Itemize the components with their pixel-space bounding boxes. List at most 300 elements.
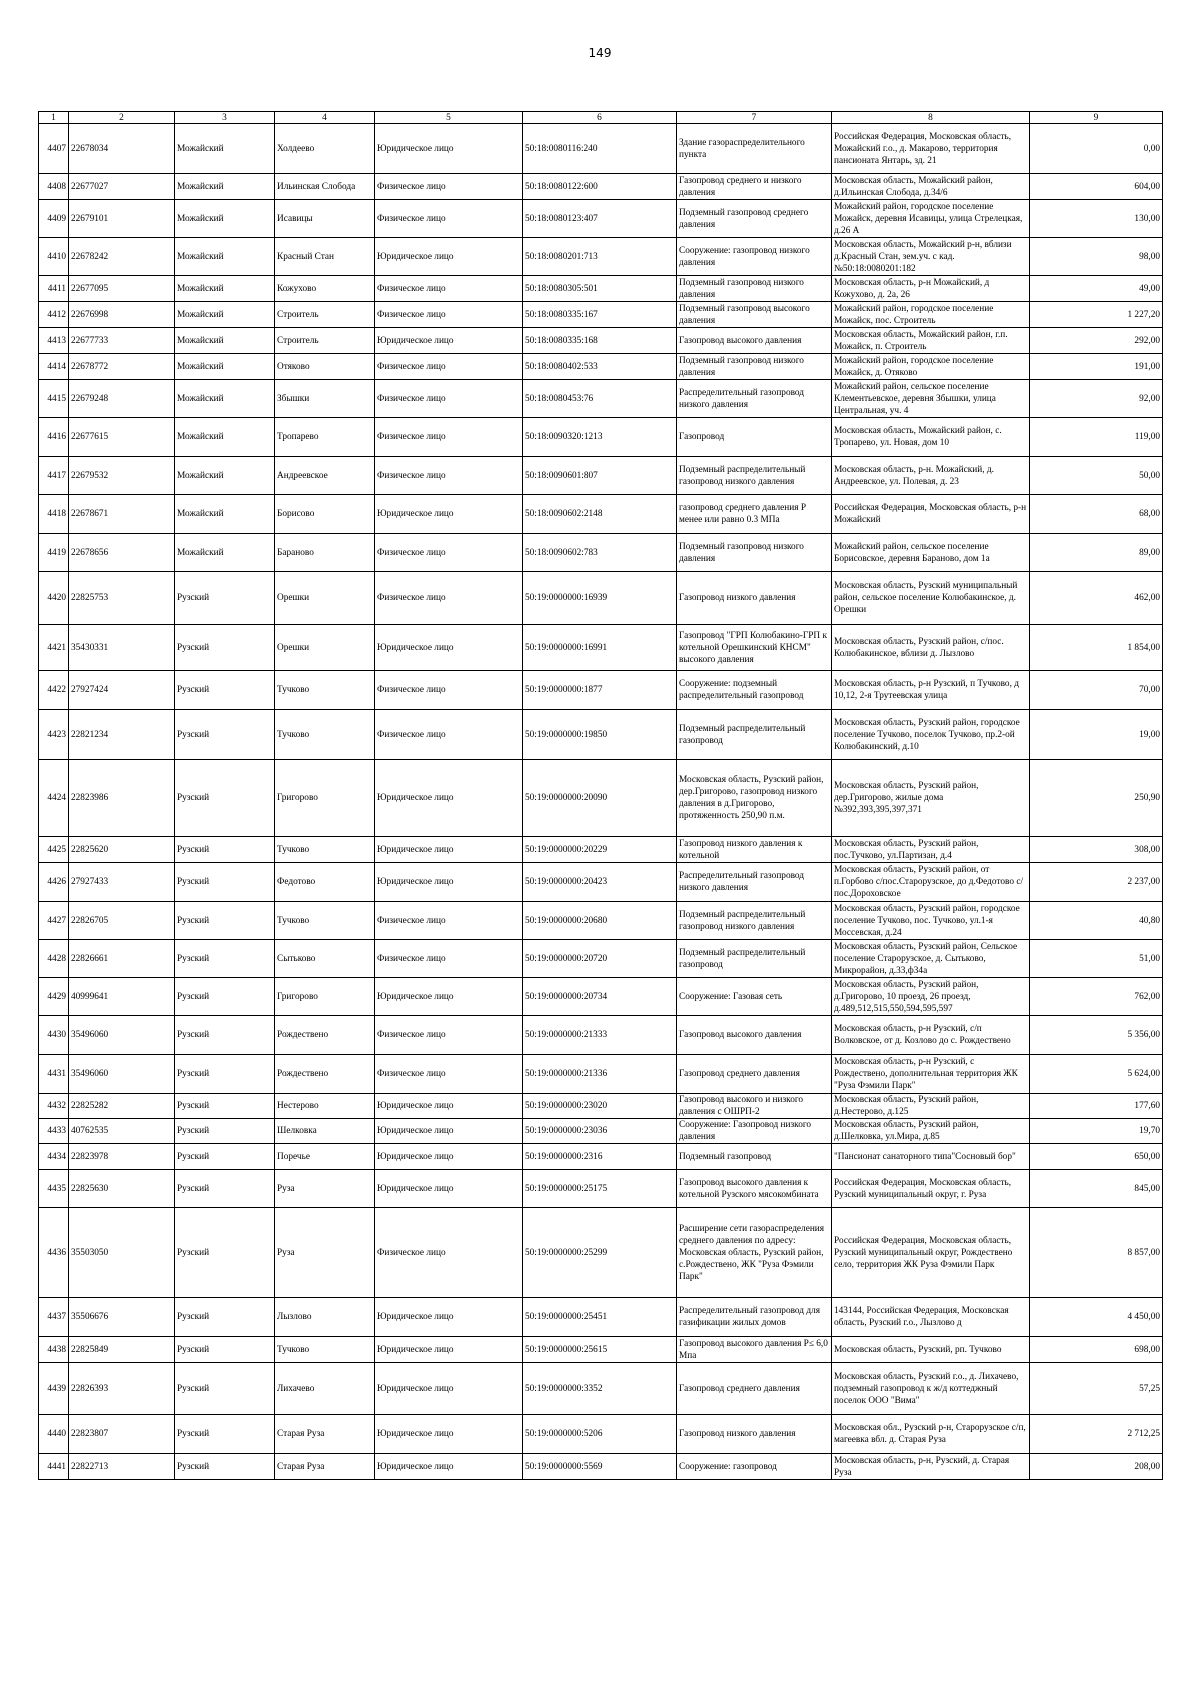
cell-cadastral-number: 50:18:0090320:1213 bbox=[523, 418, 677, 457]
cell-object-name: Сооружение: Газопровод низкого давления bbox=[677, 1119, 832, 1144]
cell-settlement: Лихачево bbox=[275, 1363, 375, 1415]
cell-district: Рузский bbox=[175, 978, 275, 1016]
cell-length-value: 462,00 bbox=[1030, 572, 1163, 625]
cell-row-number: 4431 bbox=[39, 1055, 69, 1094]
cell-length-value: 51,00 bbox=[1030, 940, 1163, 978]
cell-district: Можайский bbox=[175, 380, 275, 418]
cell-cadastral-number: 50:19:0000000:3352 bbox=[523, 1363, 677, 1415]
cell-cadastral-number: 50:19:0000000:5569 bbox=[523, 1454, 677, 1480]
cell-object-id: 22679248 bbox=[69, 380, 175, 418]
cell-length-value: 50,00 bbox=[1030, 457, 1163, 495]
cell-object-id: 22826705 bbox=[69, 902, 175, 940]
table-row bbox=[39, 625, 1163, 671]
cell-row-number: 4429 bbox=[39, 978, 69, 1016]
cell-address: Московская область, Рузский район, д.Шелковка, ул.Мира, д.85 bbox=[832, 1119, 1030, 1144]
cell-length-value: 68,00 bbox=[1030, 495, 1163, 534]
cell-cadastral-number: 50:19:0000000:23020 bbox=[523, 1094, 677, 1119]
cell-cadastral-number: 50:18:0090602:2148 bbox=[523, 495, 677, 534]
cell-owner-type: Юридическое лицо bbox=[375, 1363, 523, 1415]
cell-object-name: Распределительный газопровод низкого давления bbox=[677, 380, 832, 418]
cell-settlement: Збышки bbox=[275, 380, 375, 418]
cell-address: Московская область, р-н Рузский, с Рождествено, дополнительная территория ЖК "Руза Фэмили Парк" bbox=[832, 1055, 1030, 1094]
cell-address: Можайский район, городское поселение Можайск, пос. Строитель bbox=[832, 302, 1030, 328]
cell-cadastral-number: 50:18:0080122:600 bbox=[523, 174, 677, 200]
cell-cadastral-number: 50:18:0080335:168 bbox=[523, 328, 677, 354]
cell-cadastral-number: 50:19:0000000:5206 bbox=[523, 1415, 677, 1454]
cell-row-number: 4418 bbox=[39, 495, 69, 534]
cell-owner-type: Юридическое лицо bbox=[375, 837, 523, 863]
cell-address: Московская область, Можайский район, д.Ильинская Слобода, д.34/6 bbox=[832, 174, 1030, 200]
cell-length-value: 5 356,00 bbox=[1030, 1016, 1163, 1055]
cell-object-name: Газопровод высокого давления bbox=[677, 328, 832, 354]
cell-owner-type: Физическое лицо bbox=[375, 1208, 523, 1298]
cell-address: Московская область, Рузский район, дер.Григорово, жилые дома №392,393,395,397,371 bbox=[832, 760, 1030, 837]
cell-length-value: 4 450,00 bbox=[1030, 1298, 1163, 1337]
cell-object-name: Подземный распределительный газопровод bbox=[677, 940, 832, 978]
cell-row-number: 4414 bbox=[39, 354, 69, 380]
cell-length-value: 2 712,25 bbox=[1030, 1415, 1163, 1454]
table-row bbox=[39, 380, 1163, 418]
cell-owner-type: Физическое лицо bbox=[375, 940, 523, 978]
cell-length-value: 0,00 bbox=[1030, 124, 1163, 174]
cell-owner-type: Юридическое лицо bbox=[375, 1094, 523, 1119]
cell-length-value: 191,00 bbox=[1030, 354, 1163, 380]
cell-object-name: Расширение сети газораспределения среднего давления по адресу: Московская область, Рузский район, с.Рождествено, ЖК "Руза Фэмили Парк" bbox=[677, 1208, 832, 1298]
cell-district: Рузский bbox=[175, 863, 275, 902]
cell-length-value: 98,00 bbox=[1030, 238, 1163, 276]
cell-row-number: 4432 bbox=[39, 1094, 69, 1119]
cell-object-name: Здание газораспределительного пункта bbox=[677, 124, 832, 174]
cell-owner-type: Юридическое лицо bbox=[375, 328, 523, 354]
cell-row-number: 4425 bbox=[39, 837, 69, 863]
cell-object-id: 22822713 bbox=[69, 1454, 175, 1480]
cell-settlement: Руза bbox=[275, 1208, 375, 1298]
cell-owner-type: Физическое лицо bbox=[375, 710, 523, 760]
cell-cadastral-number: 50:18:0080305:501 bbox=[523, 276, 677, 302]
cell-address: Московская область, Можайский район, г.п. Можайск, п. Строитель bbox=[832, 328, 1030, 354]
cell-object-name: Сооружение: Газовая сеть bbox=[677, 978, 832, 1016]
cell-row-number: 4417 bbox=[39, 457, 69, 495]
cell-row-number: 4420 bbox=[39, 572, 69, 625]
cell-district: Рузский bbox=[175, 671, 275, 710]
cell-address: Московская область, Рузский г.о., д. Лихачево, подземный газопровод к ж/д коттеджный поселок ООО "Вима" bbox=[832, 1363, 1030, 1415]
cell-object-name: Подземный газопровод высокого давления bbox=[677, 302, 832, 328]
cell-object-name: Газопровод "ГРП Колюбакино-ГРП к котельной Орешкинский КНСМ" высокого давления bbox=[677, 625, 832, 671]
cell-object-name: Сооружение: подземный распределительный газопровод bbox=[677, 671, 832, 710]
registry-table-wrapper bbox=[38, 111, 1162, 1480]
cell-district: Рузский bbox=[175, 1144, 275, 1170]
cell-length-value: 845,00 bbox=[1030, 1170, 1163, 1208]
cell-owner-type: Юридическое лицо bbox=[375, 124, 523, 174]
cell-row-number: 4407 bbox=[39, 124, 69, 174]
cell-settlement: Рождествено bbox=[275, 1055, 375, 1094]
cell-row-number: 4426 bbox=[39, 863, 69, 902]
cell-row-number: 4427 bbox=[39, 902, 69, 940]
cell-object-name: Газопровод высокого и низкого давления с ОШРП-2 bbox=[677, 1094, 832, 1119]
cell-district: Рузский bbox=[175, 572, 275, 625]
cell-length-value: 1 227,20 bbox=[1030, 302, 1163, 328]
table-row bbox=[39, 1415, 1163, 1454]
cell-length-value: 292,00 bbox=[1030, 328, 1163, 354]
cell-object-name: газопровод среднего давления Р менее или равно 0.3 МПа bbox=[677, 495, 832, 534]
cell-settlement: Орешки bbox=[275, 625, 375, 671]
cell-object-name: Распределительный газопровод для газификации жилых домов bbox=[677, 1298, 832, 1337]
cell-cadastral-number: 50:19:0000000:16939 bbox=[523, 572, 677, 625]
cell-district: Можайский bbox=[175, 495, 275, 534]
cell-owner-type: Физическое лицо bbox=[375, 671, 523, 710]
cell-row-number: 4412 bbox=[39, 302, 69, 328]
cell-cadastral-number: 50:18:0080402:533 bbox=[523, 354, 677, 380]
cell-object-name: Подземный газопровод низкого давления bbox=[677, 354, 832, 380]
cell-object-name: Подземный газопровод среднего давления bbox=[677, 200, 832, 238]
cell-cadastral-number: 50:19:0000000:2316 bbox=[523, 1144, 677, 1170]
cell-owner-type: Юридическое лицо bbox=[375, 863, 523, 902]
cell-address: Московская область, р-н Рузский, с/п Волковское, от д. Козлово до с. Рождествено bbox=[832, 1016, 1030, 1055]
cell-owner-type: Физическое лицо bbox=[375, 902, 523, 940]
cell-length-value: 8 857,00 bbox=[1030, 1208, 1163, 1298]
cell-row-number: 4441 bbox=[39, 1454, 69, 1480]
cell-cadastral-number: 50:19:0000000:20423 bbox=[523, 863, 677, 902]
header-row bbox=[39, 112, 1163, 124]
cell-length-value: 57,25 bbox=[1030, 1363, 1163, 1415]
table-row bbox=[39, 328, 1163, 354]
cell-settlement: Бараново bbox=[275, 534, 375, 572]
cell-owner-type: Юридическое лицо bbox=[375, 625, 523, 671]
cell-object-name: Газопровод среднего давления bbox=[677, 1055, 832, 1094]
cell-owner-type: Юридическое лицо bbox=[375, 1415, 523, 1454]
cell-address: Московская область, р-н Можайский, д Кожухово, д. 2а, 26 bbox=[832, 276, 1030, 302]
cell-row-number: 4424 bbox=[39, 760, 69, 837]
column-header-3: 3 bbox=[175, 112, 275, 124]
cell-object-name: Газопровод высокого давления к котельной Рузского мясокомбината bbox=[677, 1170, 832, 1208]
table-row bbox=[39, 354, 1163, 380]
cell-district: Можайский bbox=[175, 354, 275, 380]
cell-settlement: Старая Руза bbox=[275, 1415, 375, 1454]
cell-owner-type: Физическое лицо bbox=[375, 572, 523, 625]
cell-district: Можайский bbox=[175, 328, 275, 354]
table-row bbox=[39, 940, 1163, 978]
cell-settlement: Рождествено bbox=[275, 1016, 375, 1055]
cell-district: Рузский bbox=[175, 1337, 275, 1363]
cell-object-id: 35496060 bbox=[69, 1055, 175, 1094]
cell-district: Рузский bbox=[175, 1415, 275, 1454]
cell-district: Можайский bbox=[175, 124, 275, 174]
cell-address: Московская обл., Рузский р-н, Старорузское с/п, магеевка вбл. д. Старая Руза bbox=[832, 1415, 1030, 1454]
table-row bbox=[39, 276, 1163, 302]
cell-length-value: 308,00 bbox=[1030, 837, 1163, 863]
table-row bbox=[39, 124, 1163, 174]
table-row bbox=[39, 1119, 1163, 1144]
cell-settlement: Кожухово bbox=[275, 276, 375, 302]
cell-address: Можайский район, сельское поселение Борисовское, деревня Бараново, дом 1а bbox=[832, 534, 1030, 572]
cell-object-id: 22678242 bbox=[69, 238, 175, 276]
cell-settlement: Орешки bbox=[275, 572, 375, 625]
cell-object-name: Газопровод высокого давления Р≤ 6,0 Мпа bbox=[677, 1337, 832, 1363]
cell-district: Можайский bbox=[175, 457, 275, 495]
cell-object-id: 22821234 bbox=[69, 710, 175, 760]
cell-cadastral-number: 50:19:0000000:20734 bbox=[523, 978, 677, 1016]
cell-cadastral-number: 50:19:0000000:20090 bbox=[523, 760, 677, 837]
registry-table bbox=[38, 111, 1163, 1480]
cell-row-number: 4423 bbox=[39, 710, 69, 760]
cell-district: Рузский bbox=[175, 1016, 275, 1055]
column-header-4: 4 bbox=[275, 112, 375, 124]
table-row bbox=[39, 1144, 1163, 1170]
cell-address: Московская область, Рузский район, с/пос. Колюбакинское, вблизи д. Лызлово bbox=[832, 625, 1030, 671]
cell-address: Российская Федерация, Московская область, Можайский г.о., д. Макарово, территория пансионата Янтарь, зд. 21 bbox=[832, 124, 1030, 174]
cell-address: Московская область, р-н. Можайский, д. Андреевское, ул. Полевая, д. 23 bbox=[832, 457, 1030, 495]
cell-settlement: Строитель bbox=[275, 328, 375, 354]
cell-address: Московская область, Рузский муниципальный район, сельское поселение Колюбакинское, д. Орешки bbox=[832, 572, 1030, 625]
cell-address: Российская Федерация, Московская область, Рузский муниципальный округ, г. Руза bbox=[832, 1170, 1030, 1208]
cell-settlement: Григорово bbox=[275, 760, 375, 837]
cell-object-id: 22825630 bbox=[69, 1170, 175, 1208]
cell-object-id: 22823986 bbox=[69, 760, 175, 837]
cell-settlement: Тучково bbox=[275, 671, 375, 710]
column-header-6: 6 bbox=[523, 112, 677, 124]
cell-length-value: 698,00 bbox=[1030, 1337, 1163, 1363]
table-row bbox=[39, 863, 1163, 902]
cell-object-id: 35506676 bbox=[69, 1298, 175, 1337]
cell-object-name: Подземный газопровод низкого давления bbox=[677, 534, 832, 572]
cell-address: "Пансионат санаторного типа"Сосновый бор" bbox=[832, 1144, 1030, 1170]
cell-row-number: 4430 bbox=[39, 1016, 69, 1055]
cell-district: Рузский bbox=[175, 1454, 275, 1480]
cell-length-value: 762,00 bbox=[1030, 978, 1163, 1016]
cell-row-number: 4436 bbox=[39, 1208, 69, 1298]
cell-object-name: Газопровод bbox=[677, 418, 832, 457]
cell-object-id: 22679532 bbox=[69, 457, 175, 495]
cell-district: Рузский bbox=[175, 902, 275, 940]
cell-settlement: Сытьково bbox=[275, 940, 375, 978]
cell-settlement: Лызлово bbox=[275, 1298, 375, 1337]
cell-object-id: 22677733 bbox=[69, 328, 175, 354]
cell-settlement: Тропарево bbox=[275, 418, 375, 457]
cell-settlement: Андреевское bbox=[275, 457, 375, 495]
cell-cadastral-number: 50:18:0080123:407 bbox=[523, 200, 677, 238]
cell-length-value: 604,00 bbox=[1030, 174, 1163, 200]
cell-district: Можайский bbox=[175, 238, 275, 276]
cell-length-value: 40,80 bbox=[1030, 902, 1163, 940]
cell-owner-type: Юридическое лицо bbox=[375, 978, 523, 1016]
cell-length-value: 70,00 bbox=[1030, 671, 1163, 710]
cell-district: Рузский bbox=[175, 1363, 275, 1415]
cell-length-value: 177,60 bbox=[1030, 1094, 1163, 1119]
cell-row-number: 4439 bbox=[39, 1363, 69, 1415]
cell-cadastral-number: 50:19:0000000:1877 bbox=[523, 671, 677, 710]
cell-object-name: Подземный распределительный газопровод bbox=[677, 710, 832, 760]
table-row bbox=[39, 1454, 1163, 1480]
cell-address: Можайский район, городское поселение Можайск, д. Отяково bbox=[832, 354, 1030, 380]
cell-cadastral-number: 50:18:0090602:783 bbox=[523, 534, 677, 572]
cell-owner-type: Физическое лицо bbox=[375, 380, 523, 418]
cell-district: Рузский bbox=[175, 1298, 275, 1337]
cell-owner-type: Юридическое лицо bbox=[375, 1298, 523, 1337]
cell-length-value: 119,00 bbox=[1030, 418, 1163, 457]
cell-row-number: 4434 bbox=[39, 1144, 69, 1170]
table-row bbox=[39, 1094, 1163, 1119]
cell-district: Рузский bbox=[175, 1170, 275, 1208]
cell-district: Можайский bbox=[175, 302, 275, 328]
cell-owner-type: Юридическое лицо bbox=[375, 1337, 523, 1363]
cell-object-id: 22825620 bbox=[69, 837, 175, 863]
cell-settlement: Поречье bbox=[275, 1144, 375, 1170]
cell-object-id: 22678671 bbox=[69, 495, 175, 534]
cell-object-name: Распределительный газопровод низкого давления bbox=[677, 863, 832, 902]
cell-object-id: 22825849 bbox=[69, 1337, 175, 1363]
cell-object-id: 40999641 bbox=[69, 978, 175, 1016]
table-row bbox=[39, 200, 1163, 238]
table-row bbox=[39, 710, 1163, 760]
cell-cadastral-number: 50:19:0000000:20680 bbox=[523, 902, 677, 940]
cell-district: Рузский bbox=[175, 625, 275, 671]
cell-length-value: 650,00 bbox=[1030, 1144, 1163, 1170]
cell-object-id: 40762535 bbox=[69, 1119, 175, 1144]
cell-object-name: Газопровод низкого давления bbox=[677, 1415, 832, 1454]
cell-cadastral-number: 50:19:0000000:23036 bbox=[523, 1119, 677, 1144]
cell-cadastral-number: 50:19:0000000:16991 bbox=[523, 625, 677, 671]
cell-row-number: 4416 bbox=[39, 418, 69, 457]
cell-object-name: Газопровод среднего давления bbox=[677, 1363, 832, 1415]
cell-row-number: 4415 bbox=[39, 380, 69, 418]
cell-row-number: 4440 bbox=[39, 1415, 69, 1454]
cell-length-value: 250,90 bbox=[1030, 760, 1163, 837]
cell-settlement: Отяково bbox=[275, 354, 375, 380]
cell-row-number: 4411 bbox=[39, 276, 69, 302]
cell-address: Московская область, р-н, Рузский, д. Старая Руза bbox=[832, 1454, 1030, 1480]
cell-row-number: 4421 bbox=[39, 625, 69, 671]
cell-settlement: Борисово bbox=[275, 495, 375, 534]
cell-settlement: Старая Руза bbox=[275, 1454, 375, 1480]
cell-owner-type: Физическое лицо bbox=[375, 276, 523, 302]
page-number: 149 bbox=[588, 46, 612, 60]
cell-settlement: Шелковка bbox=[275, 1119, 375, 1144]
cell-district: Можайский bbox=[175, 276, 275, 302]
cell-cadastral-number: 50:18:0080116:240 bbox=[523, 124, 677, 174]
cell-owner-type: Физическое лицо bbox=[375, 457, 523, 495]
cell-address: Можайский район, сельское поселение Клементьевское, деревня Збышки, улица Центральная, уч. 4 bbox=[832, 380, 1030, 418]
table-row bbox=[39, 978, 1163, 1016]
cell-cadastral-number: 50:19:0000000:25615 bbox=[523, 1337, 677, 1363]
cell-object-id: 22676998 bbox=[69, 302, 175, 328]
cell-owner-type: Физическое лицо bbox=[375, 534, 523, 572]
cell-settlement: Федотово bbox=[275, 863, 375, 902]
cell-row-number: 4433 bbox=[39, 1119, 69, 1144]
cell-district: Рузский bbox=[175, 1208, 275, 1298]
cell-object-id: 22825282 bbox=[69, 1094, 175, 1119]
cell-district: Рузский bbox=[175, 837, 275, 863]
cell-owner-type: Физическое лицо bbox=[375, 354, 523, 380]
column-header-1: 1 bbox=[39, 112, 69, 124]
cell-address: Московская область, Можайский район, с. Тропарево, ул. Новая, дом 10 bbox=[832, 418, 1030, 457]
cell-row-number: 4413 bbox=[39, 328, 69, 354]
cell-row-number: 4409 bbox=[39, 200, 69, 238]
table-row bbox=[39, 238, 1163, 276]
cell-cadastral-number: 50:19:0000000:21333 bbox=[523, 1016, 677, 1055]
table-row bbox=[39, 418, 1163, 457]
cell-address: Московская область, Можайский р-н, вблизи д.Красный Стан, зем.уч. с кад.№50:18:0080201:182 bbox=[832, 238, 1030, 276]
cell-length-value: 130,00 bbox=[1030, 200, 1163, 238]
cell-object-id: 22678656 bbox=[69, 534, 175, 572]
cell-owner-type: Юридическое лицо bbox=[375, 1119, 523, 1144]
cell-row-number: 4437 bbox=[39, 1298, 69, 1337]
cell-address: 143144, Российская Федерация, Московская область, Рузский г.о., Лызлово д bbox=[832, 1298, 1030, 1337]
cell-cadastral-number: 50:19:0000000:25175 bbox=[523, 1170, 677, 1208]
cell-cadastral-number: 50:19:0000000:25299 bbox=[523, 1208, 677, 1298]
cell-object-id: 35503050 bbox=[69, 1208, 175, 1298]
cell-owner-type: Физическое лицо bbox=[375, 418, 523, 457]
cell-address: Московская область, Рузский район, Сельское поселение Старорузское, д. Сытьково, Микрорайон, д.33,ф34а bbox=[832, 940, 1030, 978]
cell-object-id: 22677027 bbox=[69, 174, 175, 200]
cell-settlement: Руза bbox=[275, 1170, 375, 1208]
cell-address: Московская область, Рузский район, городское поселение Тучково, пос. Тучково, ул.1-я Моссевская, д.24 bbox=[832, 902, 1030, 940]
column-header-8: 8 bbox=[832, 112, 1030, 124]
cell-district: Можайский bbox=[175, 200, 275, 238]
cell-district: Рузский bbox=[175, 1094, 275, 1119]
cell-settlement: Красный Стан bbox=[275, 238, 375, 276]
cell-cadastral-number: 50:19:0000000:21336 bbox=[523, 1055, 677, 1094]
cell-object-id: 22678034 bbox=[69, 124, 175, 174]
cell-settlement: Тучково bbox=[275, 902, 375, 940]
cell-owner-type: Юридическое лицо bbox=[375, 238, 523, 276]
cell-length-value: 2 237,00 bbox=[1030, 863, 1163, 902]
cell-owner-type: Физическое лицо bbox=[375, 1055, 523, 1094]
cell-address: Московская область, Рузский район, д.Григорово, 10 проезд, 26 проезд, д.489,512,515,550,594,595,597 bbox=[832, 978, 1030, 1016]
table-row bbox=[39, 1337, 1163, 1363]
cell-object-name: Газопровод среднего и низкого давления bbox=[677, 174, 832, 200]
cell-settlement: Строитель bbox=[275, 302, 375, 328]
cell-address: Российская Федерация, Московская область, р-н Можайский bbox=[832, 495, 1030, 534]
cell-settlement: Исавицы bbox=[275, 200, 375, 238]
cell-address: Московская область, Рузский район, городское поселение Тучково, поселок Тучково, пр.2-ой Колюбакинский, д.10 bbox=[832, 710, 1030, 760]
cell-object-id: 22823807 bbox=[69, 1415, 175, 1454]
cell-address: Московская область, Рузский район, д.Нестерово, д.125 bbox=[832, 1094, 1030, 1119]
cell-cadastral-number: 50:18:0080335:167 bbox=[523, 302, 677, 328]
cell-object-name: Сооружение: газопровод низкого давления bbox=[677, 238, 832, 276]
cell-length-value: 49,00 bbox=[1030, 276, 1163, 302]
cell-district: Рузский bbox=[175, 710, 275, 760]
cell-object-name: Сооружение: газопровод bbox=[677, 1454, 832, 1480]
table-row bbox=[39, 1055, 1163, 1094]
cell-length-value: 208,00 bbox=[1030, 1454, 1163, 1480]
cell-object-id: 22825753 bbox=[69, 572, 175, 625]
table-row bbox=[39, 1363, 1163, 1415]
cell-row-number: 4428 bbox=[39, 940, 69, 978]
cell-object-id: 22677095 bbox=[69, 276, 175, 302]
table-row bbox=[39, 1208, 1163, 1298]
cell-object-name: Подземный распределительный газопровод низкого давления bbox=[677, 902, 832, 940]
cell-address: Российская Федерация, Московская область, Рузский муниципальный округ, Рождествено село, территория ЖК Руза Фэмили Парк bbox=[832, 1208, 1030, 1298]
column-header-2: 2 bbox=[69, 112, 175, 124]
cell-owner-type: Юридическое лицо bbox=[375, 1454, 523, 1480]
cell-owner-type: Физическое лицо bbox=[375, 1016, 523, 1055]
cell-length-value: 89,00 bbox=[1030, 534, 1163, 572]
cell-settlement: Нестерово bbox=[275, 1094, 375, 1119]
cell-object-id: 22826661 bbox=[69, 940, 175, 978]
table-row bbox=[39, 457, 1163, 495]
cell-cadastral-number: 50:19:0000000:19850 bbox=[523, 710, 677, 760]
cell-length-value: 1 854,00 bbox=[1030, 625, 1163, 671]
cell-district: Можайский bbox=[175, 418, 275, 457]
cell-owner-type: Физическое лицо bbox=[375, 200, 523, 238]
cell-cadastral-number: 50:19:0000000:25451 bbox=[523, 1298, 677, 1337]
cell-object-id: 22679101 bbox=[69, 200, 175, 238]
cell-district: Рузский bbox=[175, 760, 275, 837]
cell-object-id: 22823978 bbox=[69, 1144, 175, 1170]
cell-object-id: 35430331 bbox=[69, 625, 175, 671]
cell-object-id: 27927433 bbox=[69, 863, 175, 902]
cell-owner-type: Юридическое лицо bbox=[375, 1170, 523, 1208]
